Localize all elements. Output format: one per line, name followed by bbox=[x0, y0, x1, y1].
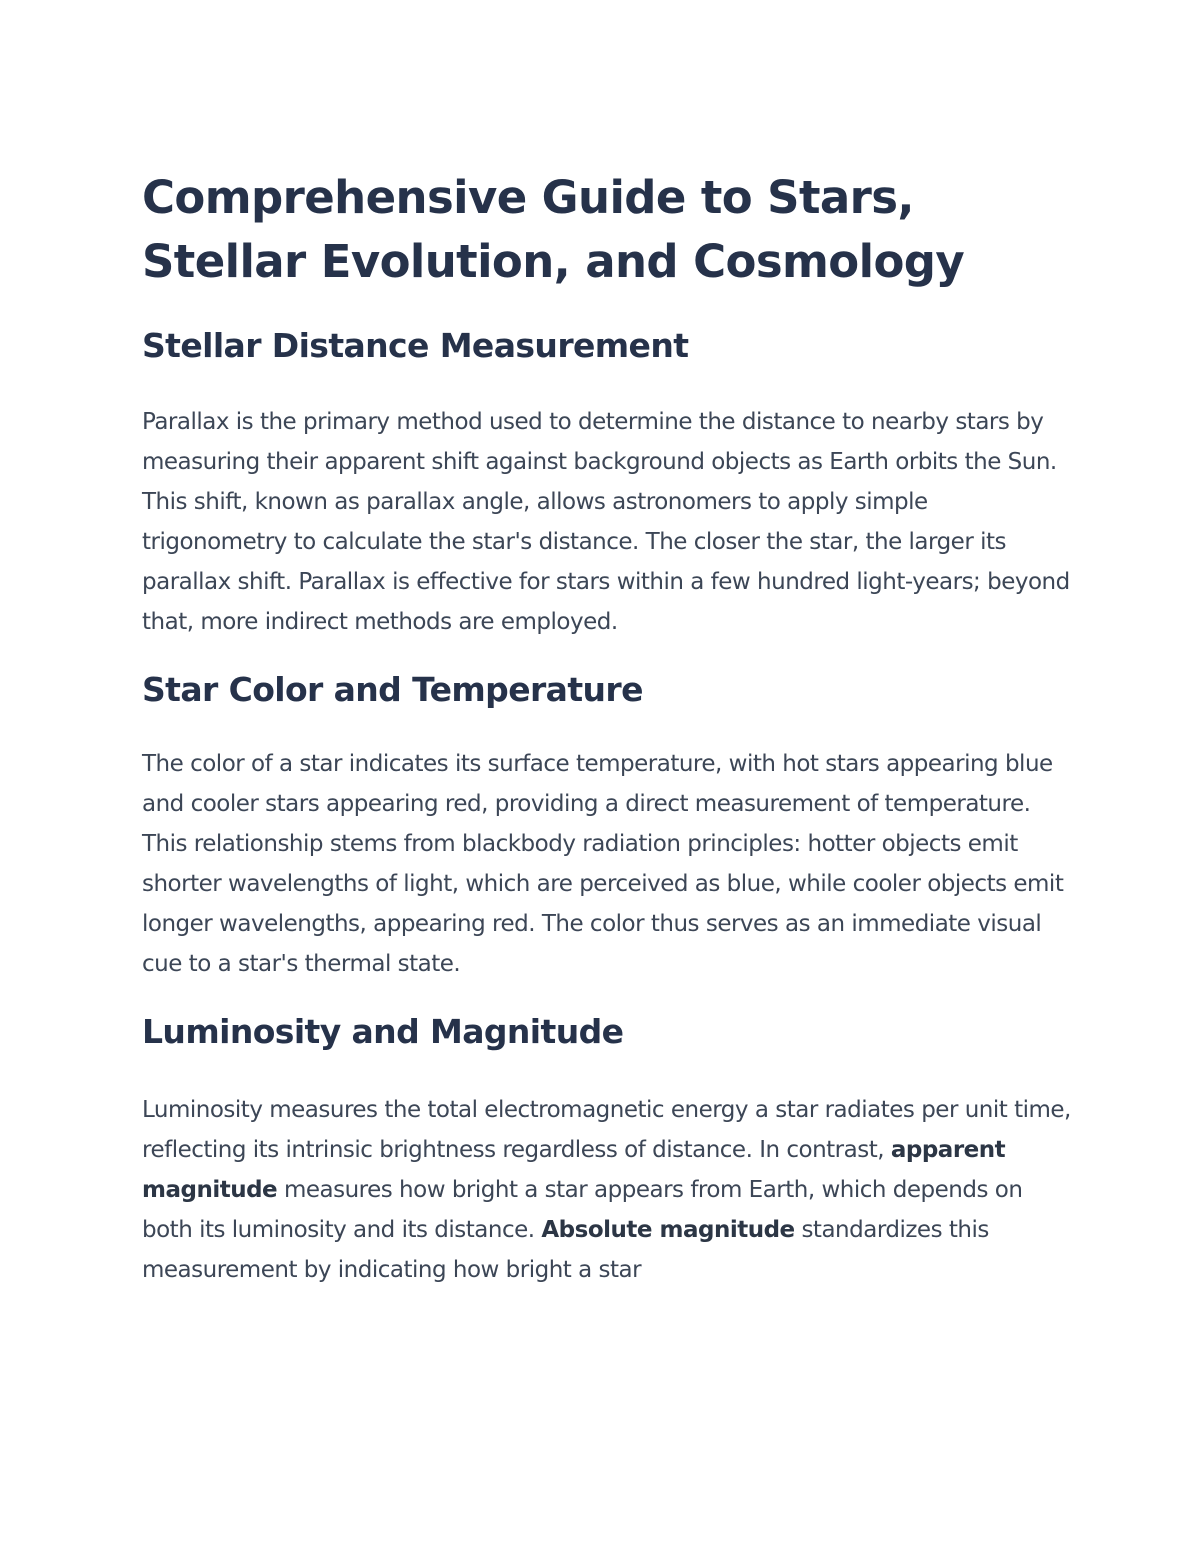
section-heading-luminosity: Luminosity and Magnitude bbox=[142, 1012, 624, 1051]
text-run: Luminosity measures the total electromagnetic energy a star radiates per unit time, reflecting its intrinsic brightness regardless of distance. In contrast, bbox=[142, 1097, 1071, 1163]
text-run: measures how bright a star appears from Earth, which depends on both its luminosity and its distance. bbox=[142, 1177, 1023, 1243]
bold-term-absolute-magnitude: Absolute magnitude bbox=[541, 1217, 795, 1243]
section-heading-distance: Stellar Distance Measurement bbox=[142, 326, 689, 365]
section-paragraph-luminosity bbox=[142, 1090, 1072, 1290]
section-paragraph-distance: Parallax is the primary method used to determine the distance to nearby stars by measuring their apparent shift against background objects as Earth orbits the Sun. This shift, known as parallax angle, allows astronomers to apply simple trigonometry to calculate the star's distance. The closer the star, the larger its parallax shift. Parallax is effective for stars within a few hundred light-years; beyond that, more indirect methods are employed. bbox=[142, 409, 1070, 635]
section-heading-color: Star Color and Temperature bbox=[142, 670, 643, 709]
page-title: Comprehensive Guide to Stars, Stellar Evolution, and Cosmology bbox=[142, 171, 965, 288]
section-paragraph-color: The color of a star indicates its surface temperature, with hot stars appearing blue and cooler stars appearing red, providing a direct measurement of temperature. This relationship stems from blackbody radiation principles: hotter objects emit shorter wavelengths of light, which are perceived as blue, while cooler objects emit longer wavelengths, appearing red. The color thus serves as an immediate visual cue to a star's thermal state. bbox=[142, 751, 1064, 977]
text-run: standardizes this measurement by indicating how bright a star bbox=[142, 1217, 989, 1283]
bold-term-apparent-magnitude: apparent magnitude bbox=[142, 1137, 1006, 1203]
document-page bbox=[142, 166, 1072, 1290]
